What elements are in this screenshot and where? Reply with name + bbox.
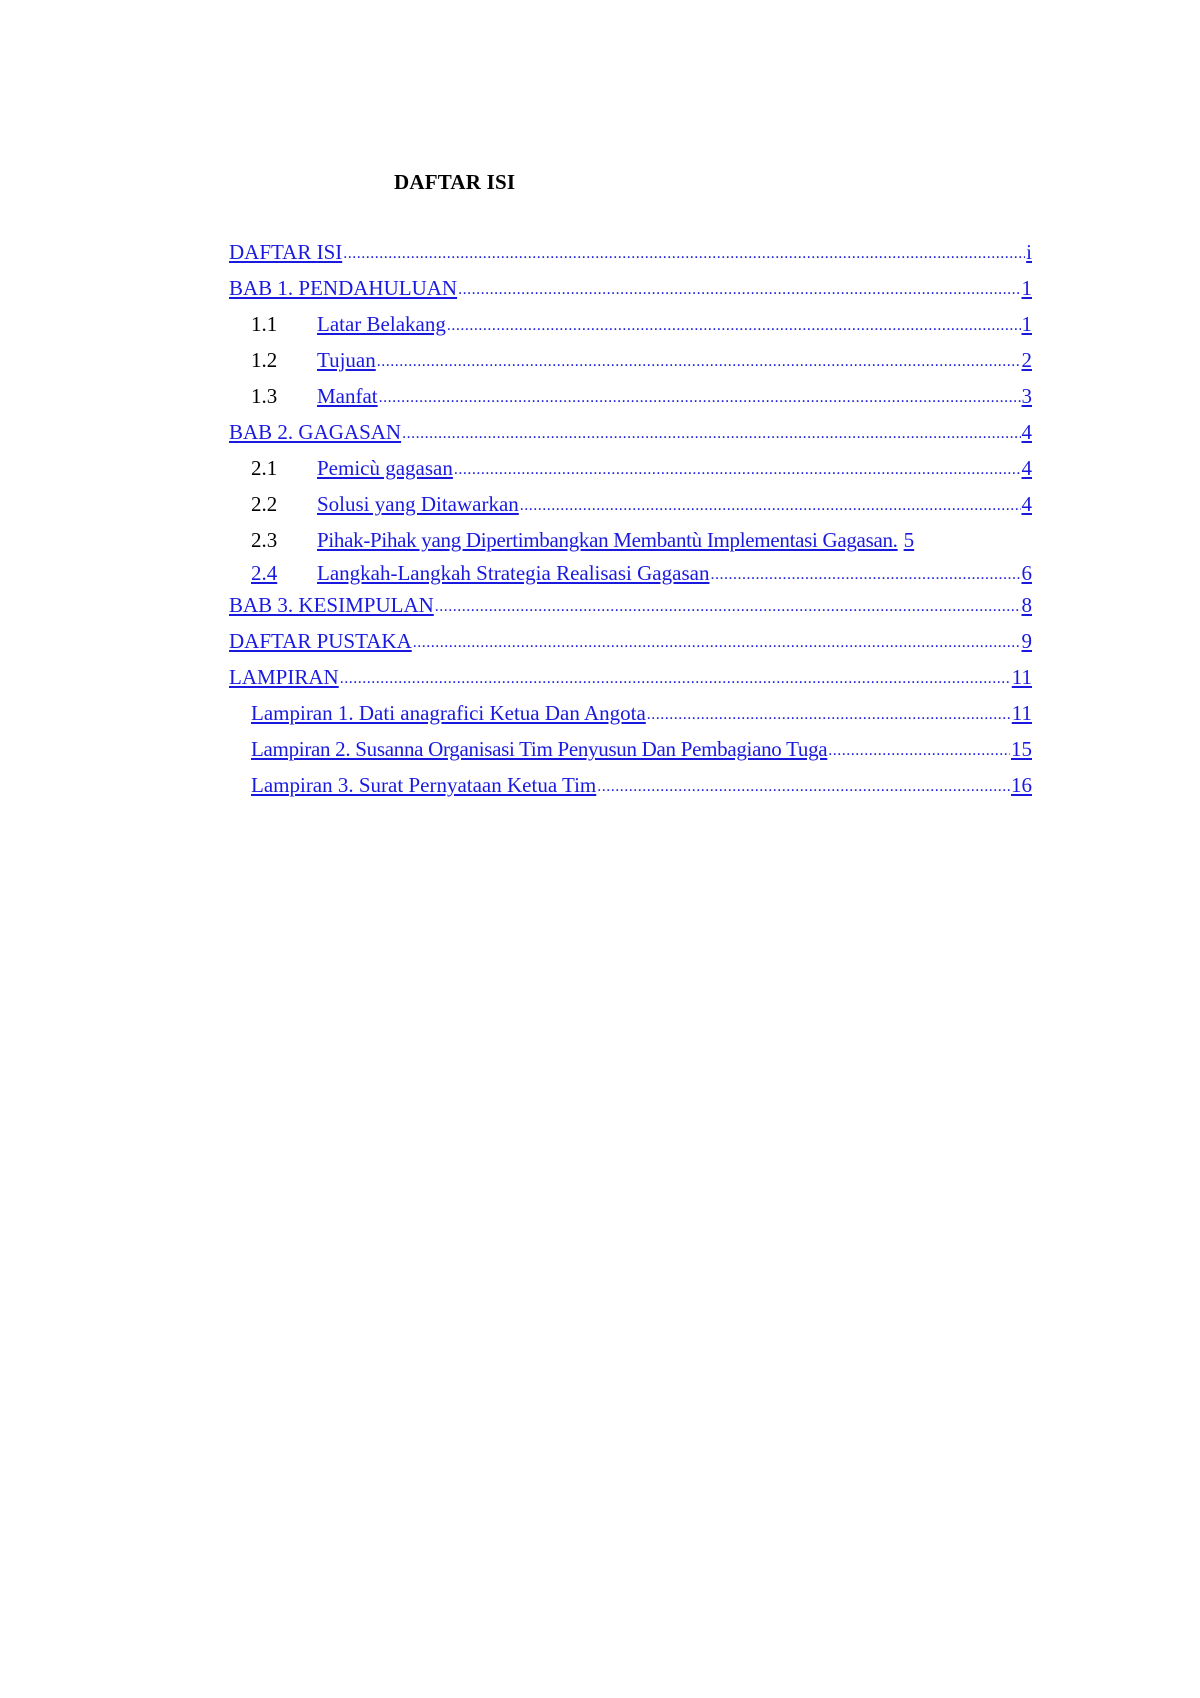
toc-entry-number: 1.2	[251, 348, 278, 372]
toc-entry-label[interactable]: Tujuan	[317, 348, 376, 372]
toc-entry-page[interactable]: 5	[903, 528, 915, 552]
toc-entry-daftar-pustaka[interactable]	[229, 623, 1032, 653]
toc-entry-label[interactable]: Latar Belakang	[317, 312, 446, 336]
toc-entry-page[interactable]: 4	[1021, 492, 1032, 516]
toc-entry-2-2[interactable]	[229, 486, 1032, 516]
toc-entry-label[interactable]: DAFTAR ISI	[229, 240, 343, 264]
toc-entry-label[interactable]: Solusi yang Ditawarkan	[317, 492, 519, 516]
toc-leader-dots	[710, 561, 1020, 585]
toc-entry-page[interactable]: 6	[1021, 561, 1032, 585]
toc-entry-label[interactable]: Lampiran 3. Surat Pernyataan Ketua Tim	[251, 773, 597, 797]
toc-leader-dots	[402, 420, 1020, 444]
toc-leader-dots	[454, 456, 1021, 480]
toc-leader-dots	[413, 629, 1021, 653]
toc-entry-label[interactable]: Langkah-Langkah Strategia Realisasi Gagasan	[317, 561, 710, 585]
toc-entry-2-4[interactable]	[229, 555, 1032, 585]
toc-entry-page[interactable]: 8	[1021, 593, 1032, 617]
toc-entry-page[interactable]: 2	[1021, 348, 1032, 372]
toc-entry-2-3[interactable]	[229, 522, 1032, 552]
toc-leader-dots	[435, 593, 1021, 617]
toc-entry-page[interactable]: 16	[1011, 773, 1032, 797]
toc-entry-label[interactable]: Pihak-Pihak yang Dipertimbangkan Membantù Implementasi Gagasan.	[317, 528, 898, 552]
toc-entry-label[interactable]: Lampiran 2. Susanna Organisasi Tim Penyusun Dan Pembagiano Tuga	[251, 737, 828, 761]
page-title: DAFTAR ISI	[394, 170, 516, 194]
toc-entry-page[interactable]: 4	[1021, 456, 1032, 480]
toc-entry-label[interactable]: LAMPIRAN	[229, 665, 339, 689]
toc-leader-dots	[647, 701, 1011, 725]
toc-entry-bab-1[interactable]	[229, 270, 1032, 300]
toc-entry-label[interactable]: BAB 2. GAGASAN	[229, 420, 402, 444]
toc-leader-dots	[458, 276, 1020, 300]
toc-entry-page[interactable]: 1	[1021, 312, 1032, 336]
toc-entry-bab-3[interactable]	[229, 587, 1032, 617]
toc-entry-lampiran-3[interactable]	[229, 767, 1032, 797]
toc-entry-number[interactable]: 2.4	[251, 561, 278, 585]
toc-entry-lampiran[interactable]	[229, 659, 1032, 689]
toc-entry-page[interactable]: 3	[1021, 384, 1032, 408]
toc-entry-1-2[interactable]	[229, 342, 1032, 372]
toc-entry-lampiran-1[interactable]	[229, 695, 1032, 725]
toc-entry-page[interactable]: 4	[1021, 420, 1032, 444]
toc-entry-1-1[interactable]	[229, 306, 1032, 336]
toc-entry-daftar-isi[interactable]	[229, 234, 1032, 264]
toc-entry-label[interactable]: BAB 3. KESIMPULAN	[229, 593, 434, 617]
toc-leader-dots	[377, 348, 1021, 372]
toc-leader-dots	[447, 312, 1021, 336]
toc-leader-dots	[340, 665, 1011, 689]
toc-entry-label[interactable]: Manfat	[317, 384, 378, 408]
toc-leader-dots	[343, 240, 1025, 264]
toc-entry-bab-2[interactable]	[229, 414, 1032, 444]
toc-entry-label[interactable]: DAFTAR PUSTAKA	[229, 629, 412, 653]
toc-entry-page[interactable]: 15	[1011, 737, 1032, 761]
toc-entry-label[interactable]: Pemicù gagasan	[317, 456, 453, 480]
toc-entry-page[interactable]: i	[1026, 240, 1032, 264]
toc-entry-number: 2.1	[251, 456, 278, 480]
toc-entry-number: 1.1	[251, 312, 278, 336]
toc-entry-number: 2.3	[251, 528, 278, 552]
toc-entry-2-1[interactable]	[229, 450, 1032, 480]
toc-entry-number: 1.3	[251, 384, 278, 408]
toc-entry-label[interactable]: Lampiran 1. Dati anagrafici Ketua Dan Angota	[251, 701, 646, 725]
toc-entry-label[interactable]: BAB 1. PENDAHULUAN	[229, 276, 458, 300]
toc-leader-dots	[379, 384, 1021, 408]
toc-entry-lampiran-2[interactable]	[229, 731, 1032, 761]
toc-entry-page[interactable]: 11	[1011, 701, 1032, 725]
toc-entry-page[interactable]: 11	[1011, 665, 1032, 689]
toc-leader-dots	[828, 737, 1010, 761]
toc-leader-dots	[520, 492, 1021, 516]
toc-entry-page[interactable]: 1	[1021, 276, 1032, 300]
toc-entry-page[interactable]: 9	[1021, 629, 1032, 653]
toc-leader-dots	[597, 773, 1010, 797]
toc-entry-1-3[interactable]	[229, 378, 1032, 408]
toc-entry-number: 2.2	[251, 492, 278, 516]
